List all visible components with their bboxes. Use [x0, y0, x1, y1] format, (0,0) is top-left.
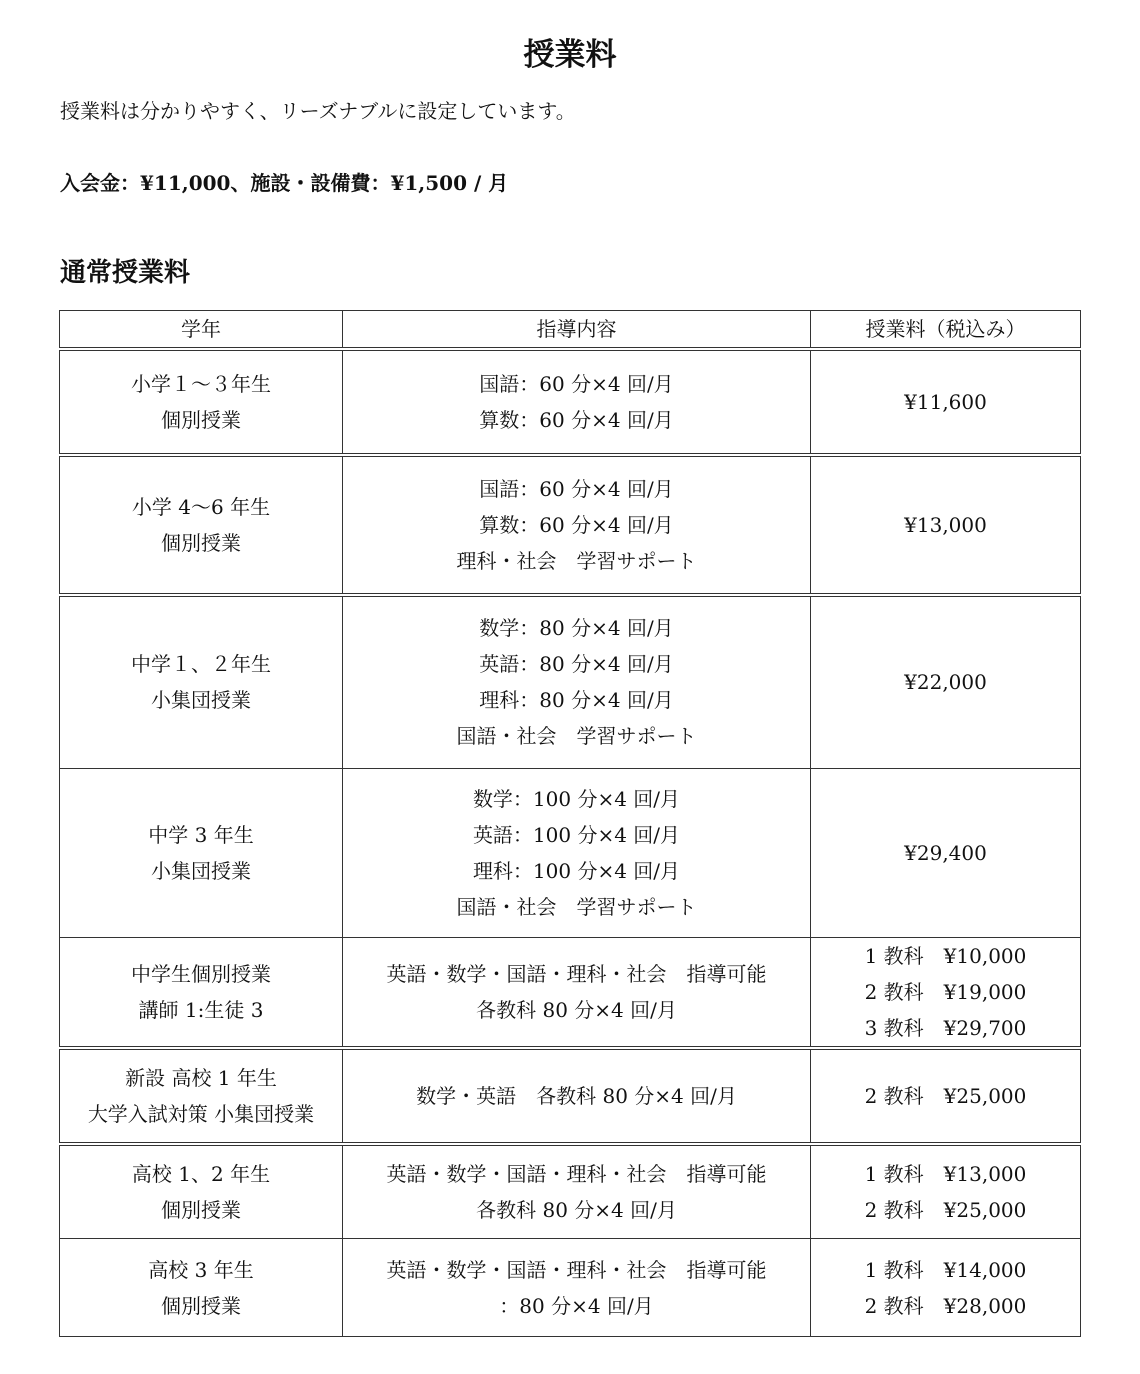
grade-line: 高校 3 年生	[148, 1257, 254, 1282]
grade-line: 小学 4～6 年生	[131, 495, 271, 519]
fee-line: ¥11,600	[904, 390, 987, 414]
fee-line: 2 教科 ¥25,000	[864, 1197, 1027, 1222]
content-cell	[343, 1239, 811, 1337]
content-line: 国語・社会 学習サポート	[456, 724, 697, 749]
content-line: 各教科 80 分×4 回/月	[476, 1197, 677, 1222]
fee-line: 1 教科 ¥13,000	[864, 1161, 1027, 1186]
tuition-table	[59, 310, 1081, 1337]
header-grade: 学年	[60, 311, 343, 350]
table-row	[60, 595, 1081, 768]
table-row	[60, 1144, 1081, 1239]
fee-cell	[811, 595, 1081, 768]
content-line: 英語・数学・国語・理科・社会 指導可能	[386, 1161, 767, 1186]
grade-line: 個別授業	[161, 1293, 241, 1318]
grade-line: 大学入試対策 小集団授業	[87, 1101, 315, 1126]
content-line: 各教科 80 分×4 回/月	[476, 997, 677, 1022]
content-line: 理科：80 分×4 回/月	[479, 688, 674, 713]
table-row	[60, 1048, 1081, 1144]
content-cell	[343, 1144, 811, 1239]
grade-cell	[60, 937, 343, 1048]
grade-line: 個別授業	[161, 408, 241, 432]
content-cell	[343, 349, 811, 455]
content-line: 算数：60 分×4 回/月	[479, 408, 674, 432]
fee-line: 1 教科 ¥10,000	[864, 943, 1027, 968]
fee-cell	[811, 768, 1081, 937]
fee-line: 1 教科 ¥14,000	[864, 1257, 1027, 1282]
content-cell	[343, 1048, 811, 1144]
content-line: 数学：80 分×4 回/月	[479, 616, 674, 641]
fee-line: ¥29,400	[904, 840, 987, 865]
intro-text: 授業料は分かりやすく、リーズナブルに設定しています。	[60, 99, 576, 123]
table-row	[60, 937, 1081, 1048]
table-row	[60, 349, 1081, 455]
grade-line: 小集団授業	[151, 858, 251, 883]
content-line: 国語：60 分×4 回/月	[479, 372, 674, 396]
grade-line: 中学１、２年生	[131, 652, 271, 677]
fee-cell	[811, 455, 1081, 595]
grade-line: 中学 3 年生	[148, 822, 254, 847]
content-line: 英語：80 分×4 回/月	[479, 652, 674, 677]
header-content: 指導内容	[343, 311, 811, 350]
grade-line: 個別授業	[161, 1197, 241, 1222]
grade-cell	[60, 595, 343, 768]
fee-cell	[811, 1048, 1081, 1144]
grade-cell	[60, 455, 343, 595]
fee-cell	[811, 349, 1081, 455]
grade-line: 小集団授業	[151, 688, 251, 713]
enrollment-fees: 入会金：¥11,000、施設・設備費：¥1,500 / 月	[60, 171, 509, 195]
section-title: 通常授業料	[60, 258, 191, 288]
content-line: 英語・数学・国語・理科・社会 指導可能	[386, 961, 767, 986]
grade-cell	[60, 1144, 343, 1239]
table-row	[60, 455, 1081, 595]
grade-line: 小学１～３年生	[131, 372, 271, 396]
grade-line: 個別授業	[161, 531, 241, 555]
grade-line: 新設 高校 1 年生	[125, 1065, 277, 1090]
page-title: 授業料	[523, 37, 617, 73]
content-cell	[343, 455, 811, 595]
fee-line: 2 教科 ¥25,000	[864, 1083, 1027, 1108]
grade-line: 高校 1、2 年生	[131, 1161, 271, 1186]
fee-line: ¥22,000	[904, 670, 987, 695]
content-line: 算数：60 分×4 回/月	[479, 513, 674, 537]
fee-cell	[811, 937, 1081, 1048]
fee-cell	[811, 1144, 1081, 1239]
fee-line: 2 教科 ¥28,000	[864, 1293, 1027, 1318]
grade-cell	[60, 768, 343, 937]
content-cell	[343, 595, 811, 768]
fee-line: 2 教科 ¥19,000	[864, 979, 1027, 1004]
grade-cell	[60, 349, 343, 455]
content-line: 国語・社会 学習サポート	[456, 894, 697, 919]
grade-line: 講師 1:生徒 3	[138, 997, 264, 1022]
table-row	[60, 1239, 1081, 1337]
content-line: 英語：100 分×4 回/月	[472, 822, 681, 847]
fee-cell	[811, 1239, 1081, 1337]
content-line: 数学・英語 各教科 80 分×4 回/月	[416, 1083, 737, 1108]
content-cell	[343, 768, 811, 937]
header-fee: 授業料（税込み）	[811, 311, 1081, 350]
fee-line: ¥13,000	[904, 513, 987, 537]
grade-cell	[60, 1239, 343, 1337]
content-line: 国語：60 分×4 回/月	[479, 477, 674, 501]
fee-line: 3 教科 ¥29,700	[864, 1015, 1027, 1040]
table-row	[60, 768, 1081, 937]
content-line: 英語・数学・国語・理科・社会 指導可能	[386, 1257, 767, 1282]
grade-cell	[60, 1048, 343, 1144]
table-header-row	[60, 311, 1081, 350]
content-line: 数学：100 分×4 回/月	[472, 786, 681, 811]
content-cell	[343, 937, 811, 1048]
content-line: ：80 分×4 回/月	[499, 1293, 654, 1318]
grade-line: 中学生個別授業	[131, 961, 271, 986]
content-line: 理科・社会 学習サポート	[456, 549, 697, 573]
content-line: 理科：100 分×4 回/月	[472, 858, 681, 883]
